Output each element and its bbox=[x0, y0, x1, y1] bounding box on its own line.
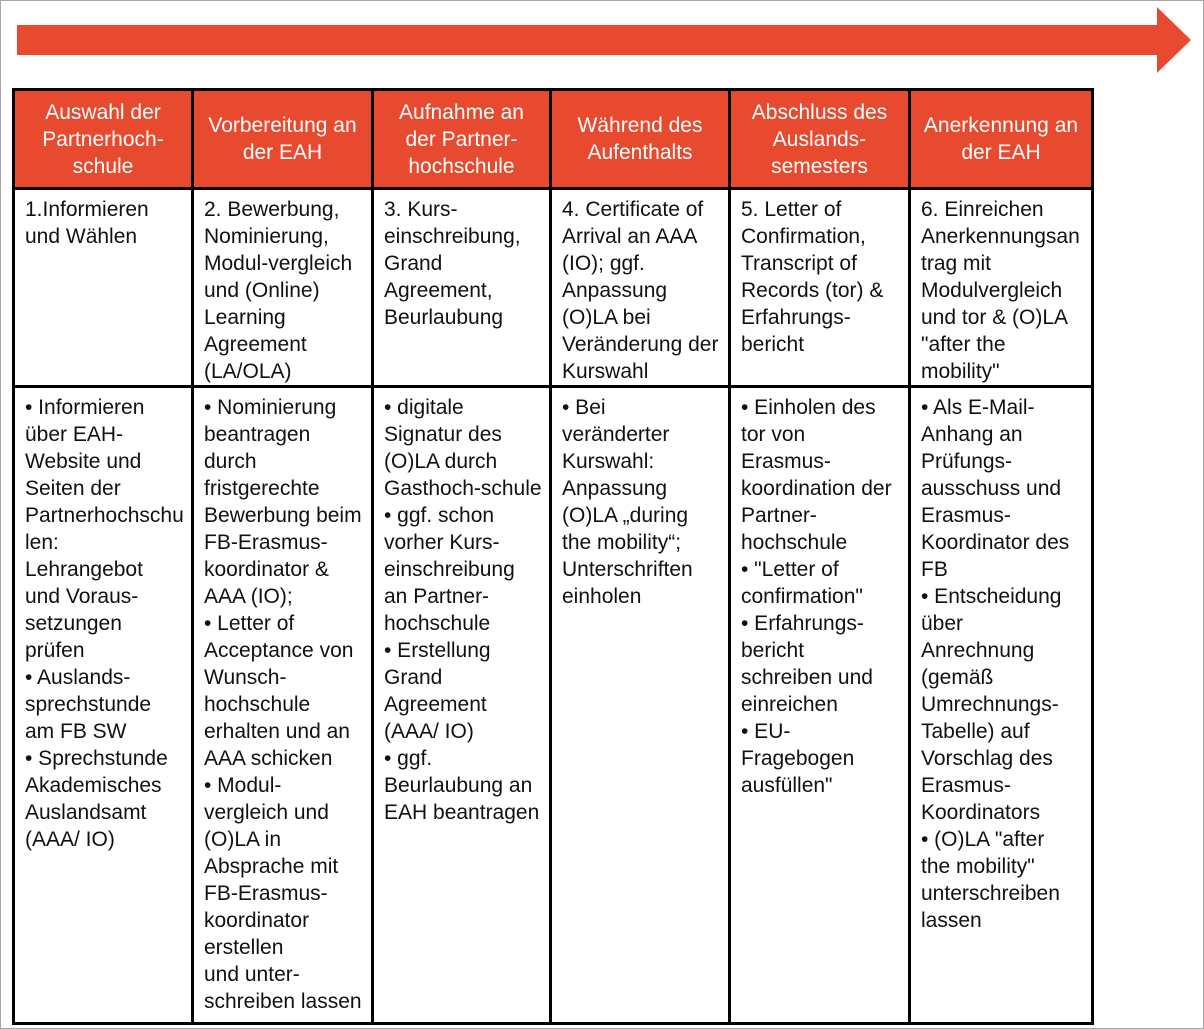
phase-heading-text: Auswahl der Partnerhoch- schule bbox=[42, 100, 164, 178]
details-text: • digitale Signatur des (O)LA durch Gasthoch-schule • ggf. schon vorher Kurs- einschreibung an Partner- hochschule • Erstellung Grand Agreement (AAA/ IO) • ggf. Beurlaubung an EAH beantragen bbox=[384, 396, 542, 824]
details-text: • Einholen des tor von Erasmus- koordination der Partner- hochschule • "Letter of confirmation" • Erfahrungs- bericht schreiben und einreichen • EU- Fragebogen ausfüllen" bbox=[741, 396, 892, 797]
details-cell-5 bbox=[730, 387, 910, 1024]
phase-heading-4 bbox=[551, 90, 730, 189]
phase-heading-5 bbox=[730, 90, 910, 189]
phase-heading-6 bbox=[910, 90, 1093, 189]
phase-heading-text: Abschluss des Auslands- semesters bbox=[751, 100, 888, 178]
phase-heading-text: Während des Aufenthalts bbox=[577, 114, 703, 164]
phase-heading-text: Vorbereitung an der EAH bbox=[208, 114, 357, 164]
timeline-arrow-shape bbox=[17, 7, 1191, 73]
step-cell-3 bbox=[373, 189, 551, 387]
details-text: • Nominierung beantragen durch fristgerechte Bewerbung beim FB-Erasmus- koordinator & AAA (IO); • Letter of Acceptance von Wunsch- hochschule erhalten und an AAA schicken • Modul- vergleich und (O)LA in Absprache mit FB-Erasmus- koordinator erstellen und unter- schreiben lassen bbox=[204, 396, 362, 1013]
step-cell-2 bbox=[193, 189, 373, 387]
phase-heading-3 bbox=[373, 90, 551, 189]
step-text: 4. Certificate of Arrival an AAA (IO); ggf. Anpassung (O)LA bei Veränderung der Kurswahl bbox=[562, 198, 719, 383]
details-cell-2 bbox=[193, 387, 373, 1024]
step-text: 2. Bewerbung, Nominierung, Modul-vergleich und (Online) Learning Agreement (LA/OLA) bbox=[204, 198, 353, 383]
step-row bbox=[14, 189, 1093, 387]
details-text: • Bei veränderter Kurswahl: Anpassung (O)LA „during the mobility“; Unterschriften einholen bbox=[562, 396, 693, 608]
right-arrow-icon bbox=[17, 7, 1191, 73]
phase-heading-text: Aufnahme an der Partner- hochschule bbox=[399, 100, 524, 178]
details-text: • Informieren über EAH- Website und Seiten der Partnerhochschu len: Lehrangebot und Voraus- setzungen prüfen • Auslands- sprechstunde am FB SW • Sprechstunde Akademisches Auslandsamt (AAA/ IO) bbox=[25, 396, 184, 851]
details-cell-4 bbox=[551, 387, 730, 1024]
details-cell-1 bbox=[14, 387, 193, 1024]
step-cell-5 bbox=[730, 189, 910, 387]
phase-heading-1 bbox=[14, 90, 193, 189]
phase-heading-text: Anerkennung an der EAH bbox=[923, 114, 1079, 164]
step-text: 6. Einreichen Anerkennungsan trag mit Modulvergleich und tor & (O)LA "after the mobility" bbox=[921, 198, 1080, 383]
step-cell-6 bbox=[910, 189, 1093, 387]
phase-header-row bbox=[14, 90, 1093, 189]
details-cell-6 bbox=[910, 387, 1093, 1024]
step-text: 5. Letter of Confirmation, Transcript of Records (tor) & Erfahrungs- bericht bbox=[741, 198, 884, 356]
process-table bbox=[12, 88, 1094, 1025]
details-text: • Als E-Mail- Anhang an Prüfungs- ausschuss und Erasmus- Koordinator des FB • Entscheidung über Anrechnung (gemäß Umrechnungs- Tabelle) auf Vorschlag des Erasmus- Koordinators • (O)LA "after the mobility" unterschreiben lassen bbox=[921, 396, 1070, 932]
step-cell-1 bbox=[14, 189, 193, 387]
phase-heading-2 bbox=[193, 90, 373, 189]
step-text: 1.Informieren und Wählen bbox=[25, 198, 149, 248]
details-row bbox=[14, 387, 1093, 1024]
details-cell-3 bbox=[373, 387, 551, 1024]
step-text: 3. Kurs- einschreibung, Grand Agreement, Beurlaubung bbox=[384, 198, 521, 329]
step-cell-4 bbox=[551, 189, 730, 387]
